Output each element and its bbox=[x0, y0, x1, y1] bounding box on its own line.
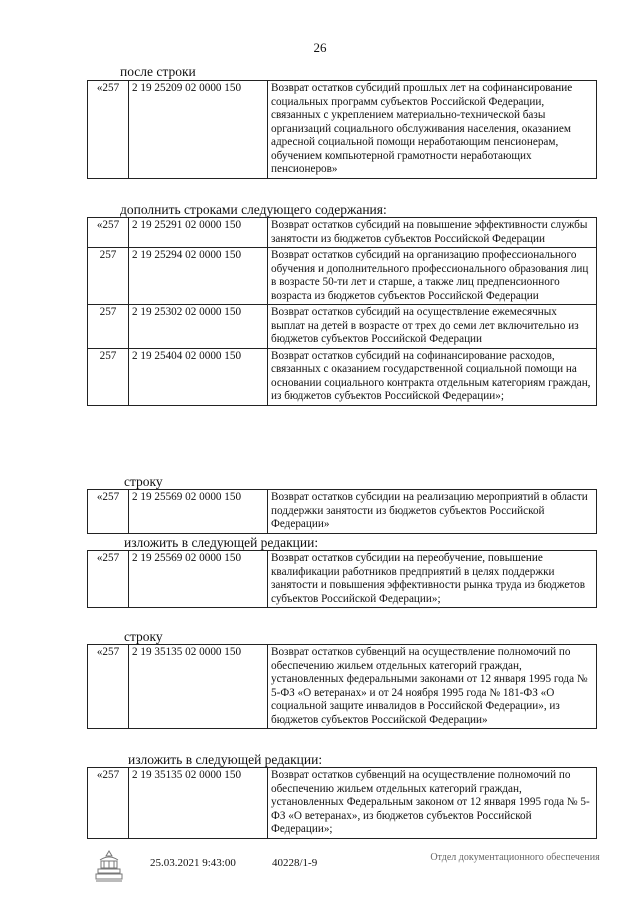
footer-doc-code: 40228/1-9 bbox=[272, 857, 318, 869]
admin-code-cell: «257 bbox=[88, 768, 129, 839]
budget-code-cell: 2 19 25291 02 0000 150 bbox=[129, 218, 268, 248]
description-cell: Возврат остатков субсидии на переобучение, повышение квалификации работников предприятий в целях поддержки занятости и повышения эффективности рынка труда из бюджетов субъектов Российской Федерации»; bbox=[268, 551, 597, 608]
table-row bbox=[88, 645, 597, 729]
description-cell: Возврат остатков субвенций на осуществление полномочий по обеспечению жильем отдельных категорий граждан, установленных Федеральным законом от 12 января 1995 года № 5-ФЗ «О ветеранах», из бюджетов субъектов Российской Федерации»; bbox=[268, 768, 597, 839]
admin-code-cell: «257 bbox=[88, 81, 129, 179]
admin-code-cell: «257 bbox=[88, 218, 129, 248]
description-cell: Возврат остатков субсидий прошлых лет на софинансирование социальных программ субъектов Российской Федерации, связанных с укреплением материально-технической базы организаций социального обслуживания населения, оказанием адресной социальной помощи неработающим пенсионерам, обучением компьютерной грамотности неработающих пенсионеров» bbox=[268, 81, 597, 179]
description-cell: Возврат остатков субсидий на осуществление ежемесячных выплат на детей в возрасте от трех до семи лет включительно из бюджетов субъектов Российской Федерации bbox=[268, 305, 597, 349]
section-label-add-lines: дополнить строками следующего содержания: bbox=[120, 202, 387, 217]
footer-department: Отдел документационного обеспечения bbox=[430, 852, 600, 863]
admin-code-cell: «257 bbox=[88, 551, 129, 608]
description-cell: Возврат остатков субвенций на осуществление полномочий по обеспечению жильем отдельных категорий граждан, установленных федеральными законами от 12 января 1995 года № 5-ФЗ «О ветеранах» и от 24 ноября 1995 года № 181-ФЗ «О социальной защите инвалидов в Российской Федерации», из бюджетов субъектов Российской Федерации» bbox=[268, 645, 597, 729]
table-row bbox=[88, 248, 597, 305]
section-label-after-line: после строки bbox=[120, 64, 196, 79]
section-label-line: строку bbox=[124, 629, 163, 644]
table-line-25569 bbox=[87, 489, 597, 534]
page-number: 26 bbox=[313, 40, 327, 55]
table-added-lines bbox=[87, 217, 597, 406]
table-row bbox=[88, 348, 597, 405]
table-row bbox=[88, 218, 597, 248]
description-cell: Возврат остатков субсидий на софинансирование расходов, связанных с оказанием государственной социальной помощи на основании социального контракта отдельным категориям граждан, из бюджетов субъектов Российской Федерации»; bbox=[268, 348, 597, 405]
budget-code-cell: 2 19 25404 02 0000 150 bbox=[129, 348, 268, 405]
description-cell: Возврат остатков субсидии на реализацию мероприятий в области поддержки занятости из бюджетов субъектов Российской Федерации» bbox=[268, 490, 597, 534]
table-row bbox=[88, 305, 597, 349]
table-row bbox=[88, 490, 597, 534]
table-row bbox=[88, 768, 597, 839]
table-after-line bbox=[87, 80, 597, 179]
budget-code-cell: 2 19 25569 02 0000 150 bbox=[129, 551, 268, 608]
admin-code-cell: 257 bbox=[88, 348, 129, 405]
table-row bbox=[88, 81, 597, 179]
admin-code-cell: 257 bbox=[88, 305, 129, 349]
table-line-35135 bbox=[87, 644, 597, 729]
table-new-wording-25569 bbox=[87, 550, 597, 608]
budget-code-cell: 2 19 25209 02 0000 150 bbox=[129, 81, 268, 179]
emblem-icon bbox=[92, 848, 126, 884]
description-cell: Возврат остатков субсидий на повышение эффективности службы занятости из бюджетов субъектов Российской Федерации bbox=[268, 218, 597, 248]
admin-code-cell: 257 bbox=[88, 248, 129, 305]
budget-code-cell: 2 19 25569 02 0000 150 bbox=[129, 490, 268, 534]
budget-code-cell: 2 19 35135 02 0000 150 bbox=[129, 768, 268, 839]
table-new-wording-35135 bbox=[87, 767, 597, 839]
table-row bbox=[88, 551, 597, 608]
footer-datetime: 25.03.2021 9:43:00 bbox=[150, 857, 236, 869]
budget-code-cell: 2 19 35135 02 0000 150 bbox=[129, 645, 268, 729]
budget-code-cell: 2 19 25302 02 0000 150 bbox=[129, 305, 268, 349]
admin-code-cell: «257 bbox=[88, 490, 129, 534]
budget-code-cell: 2 19 25294 02 0000 150 bbox=[129, 248, 268, 305]
section-label-new-wording: изложить в следующей редакции: bbox=[124, 535, 319, 550]
description-cell: Возврат остатков субсидий на организацию профессионального обучения и дополнительного профессионального образования лиц в возрасте 50-ти лет и старше, а также лиц предпенсионного возраста из бюджетов субъектов Российской Федерации bbox=[268, 248, 597, 305]
admin-code-cell: «257 bbox=[88, 645, 129, 729]
section-label-new-wording: изложить в следующей редакции: bbox=[128, 752, 323, 767]
section-label-line: строку bbox=[124, 474, 163, 489]
